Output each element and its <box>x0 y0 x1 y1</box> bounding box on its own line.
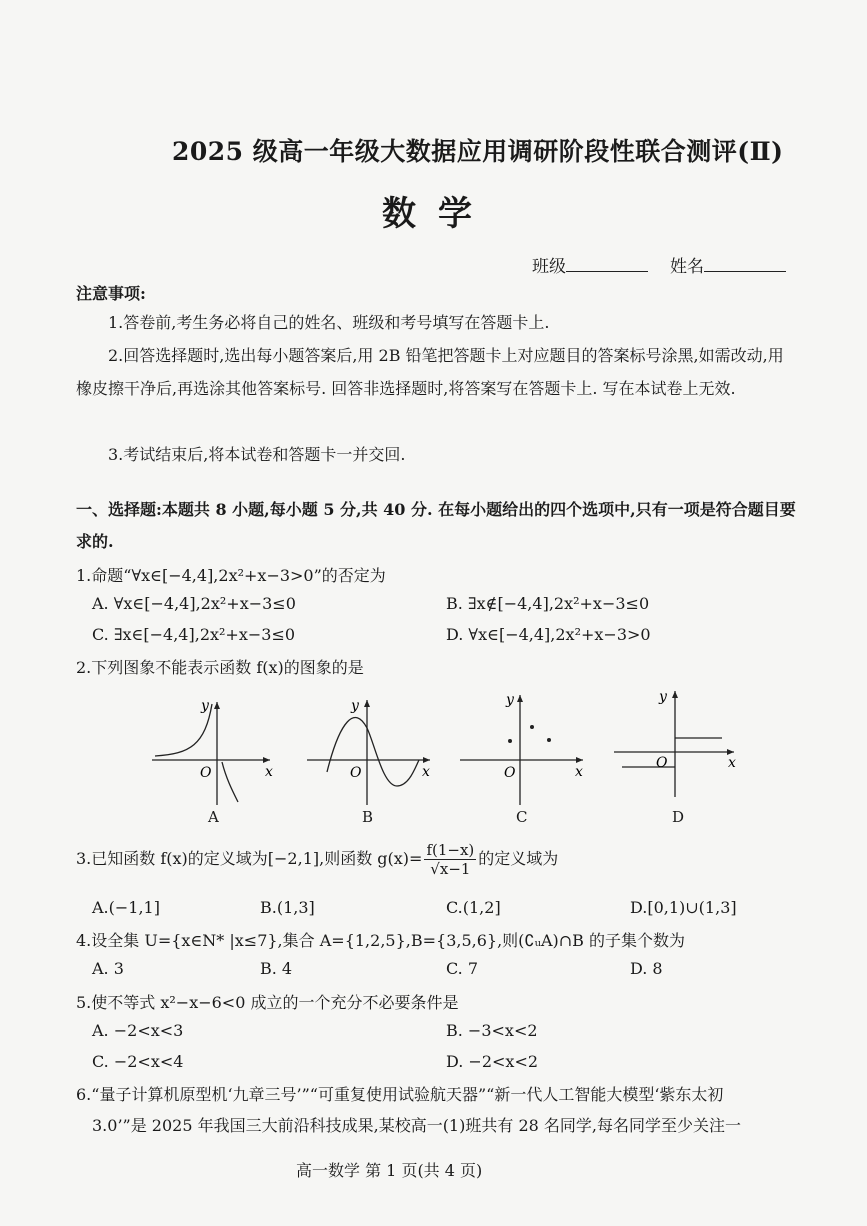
q5-option-b: B. −3<x<2 <box>446 1021 538 1040</box>
graph-b-label: B <box>362 808 374 826</box>
q3-frac-den: √x−1 <box>430 860 471 878</box>
graph-c-label: C <box>516 808 528 826</box>
graph-a-label: A <box>208 808 219 826</box>
q3-fraction <box>424 841 476 878</box>
name-label: 姓名 <box>670 257 704 277</box>
graph-d <box>612 685 747 805</box>
q3-option-d: D.[0,1)∪(1,3] <box>630 898 737 917</box>
q6-line-1: 6.“量子计算机原型机‘九章三号’”“可重复使用试验航天器”“新一代人工智能大模型‘紫东太初 <box>76 1085 724 1104</box>
q5-stem: 5.使不等式 x²−x−6<0 成立的一个充分不必要条件是 <box>76 993 459 1012</box>
q4-option-d: D. 8 <box>630 959 663 978</box>
q4-stem: 4.设全集 U={x∈N* |x≤7},集合 A={1,2,5},B={3,5,6},则(∁ᵤA)∩B 的子集个数为 <box>76 931 686 950</box>
q3-stem-pre: 3.已知函数 f(x)的定义域为[−2,1],则函数 g(x)= <box>76 849 423 868</box>
graph-d-x-label: x <box>728 755 736 771</box>
graph-c-x-label: x <box>575 764 583 780</box>
q5-option-a: A. −2<x<3 <box>92 1021 184 1040</box>
page-footer: 高一数学 第 1 页(共 4 页) <box>296 1161 483 1180</box>
q3-stem-post: 的定义域为 <box>478 849 559 868</box>
graph-b-y-label: y <box>351 698 359 714</box>
graph-a-x-label: x <box>265 764 273 780</box>
graph-c-y-label: y <box>506 692 514 708</box>
notice-item-1: 1.答卷前,考生务必将自己的姓名、班级和考号填写在答题卡上. <box>108 313 550 332</box>
graph-d-label: D <box>672 808 685 826</box>
class-field[interactable] <box>566 257 648 272</box>
graph-b <box>305 690 440 810</box>
q3-option-c: C.(1,2] <box>446 898 501 917</box>
q5-option-c: C. −2<x<4 <box>92 1052 184 1071</box>
graph-d-origin: O <box>656 755 668 771</box>
q6-line-2: 3.0’”是 2025 年我国三大前沿科技成果,某校高一(1)班共有 28 名同学,每名同学至少关注一 <box>92 1116 741 1135</box>
notice-item-3: 3.考试结束后,将本试卷和答题卡一并交回. <box>108 445 406 464</box>
q1-option-b: B. ∃x∉[−4,4],2x²+x−3≤0 <box>446 594 650 613</box>
q3-option-a: A.(−1,1] <box>92 898 160 917</box>
q5-option-d: D. −2<x<2 <box>446 1052 539 1071</box>
q4-option-c: C. 7 <box>446 959 479 978</box>
q4-option-a: A. 3 <box>92 959 124 978</box>
student-info <box>532 252 786 277</box>
exam-title: 2025 级高一年级大数据应用调研阶段性联合测评(Ⅱ) <box>172 137 784 166</box>
q2-stem: 2.下列图象不能表示函数 f(x)的图象的是 <box>76 658 364 677</box>
q1-option-d: D. ∀x∈[−4,4],2x²+x−3>0 <box>446 625 651 644</box>
name-field[interactable] <box>704 257 786 272</box>
section-heading: 一、选择题:本题共 8 小题,每小题 5 分,共 40 分. 在每小题给出的四个选项中,只有一项是符合题目要求的. <box>76 500 796 551</box>
graph-d-y-label: y <box>659 689 667 705</box>
subject-title: 数学 <box>382 194 494 234</box>
notice-item-2: 2.回答选择题时,选出每小题答案后,用 2B 铅笔把答题卡上对应题目的答案标号涂黑,如需改动,用橡皮擦干净后,再选涂其他答案标号. 回答非选择题时,将答案写在答题卡上. 写在本试卷上无效. <box>76 346 784 398</box>
class-label: 班级 <box>532 257 566 277</box>
q1-option-a: A. ∀x∈[−4,4],2x²+x−3≤0 <box>92 594 296 613</box>
q4-option-b: B. 4 <box>260 959 293 978</box>
q1-stem: 1.命题“∀x∈[−4,4],2x²+x−3>0”的否定为 <box>76 566 386 585</box>
q3-frac-num: f(1−x) <box>426 841 475 859</box>
q1-option-c: C. ∃x∈[−4,4],2x²+x−3≤0 <box>92 625 296 644</box>
graph-a-y-label: y <box>201 698 209 714</box>
graph-a <box>150 690 285 810</box>
graph-c <box>458 690 593 810</box>
graph-c-origin: O <box>504 765 516 781</box>
graph-b-origin: O <box>350 765 362 781</box>
graph-a-origin: O <box>200 765 212 781</box>
notice-heading: 注意事项: <box>76 284 146 303</box>
q3-stem <box>76 841 558 878</box>
graph-b-x-label: x <box>422 764 430 780</box>
q3-option-b: B.(1,3] <box>260 898 315 917</box>
